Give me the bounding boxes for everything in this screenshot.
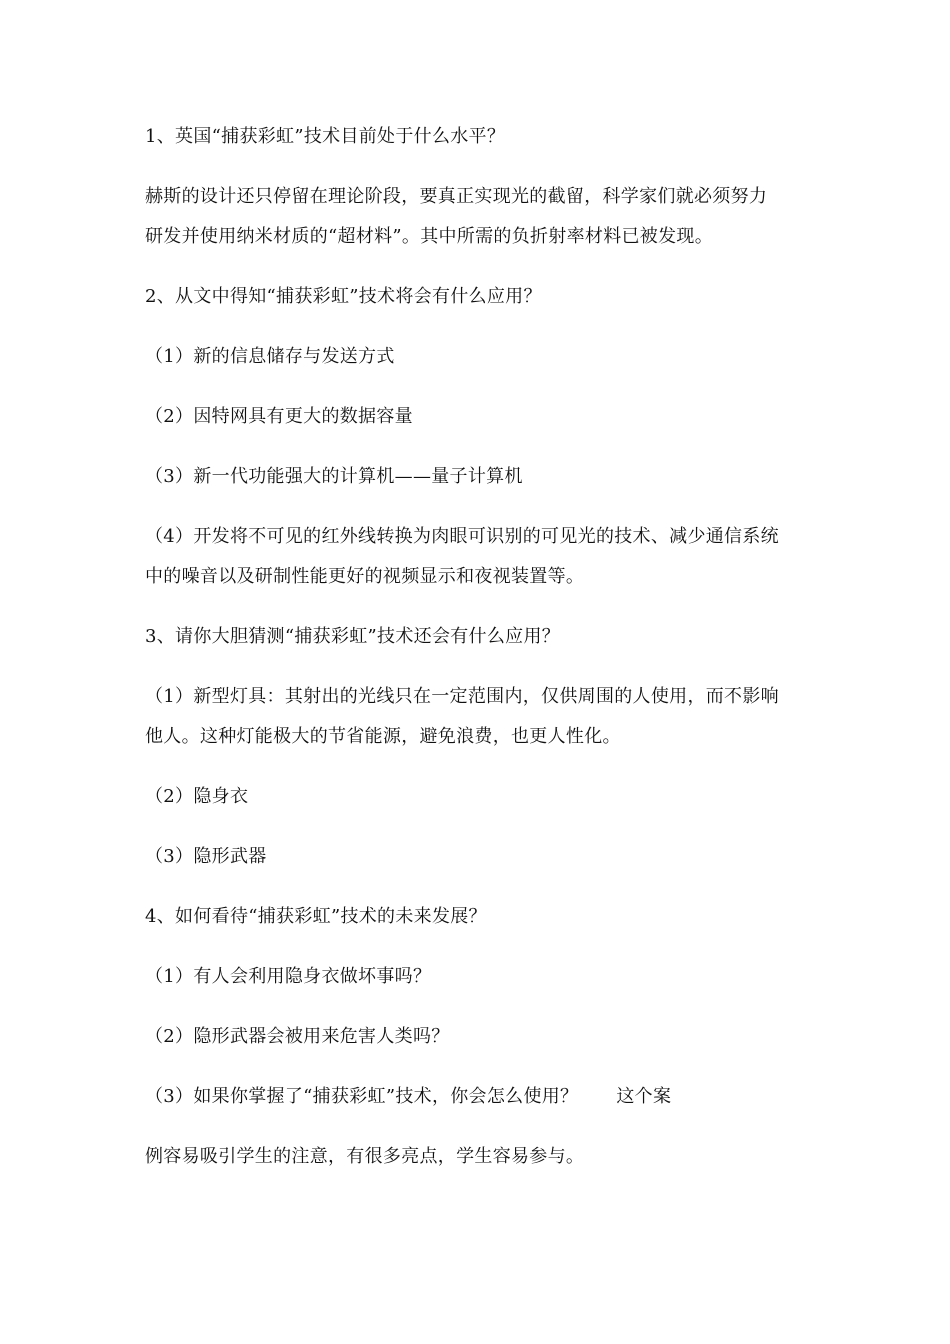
answer-4-item-3: （3）如果你掌握了“捕获彩虹”技术，你会怎么使用？ bbox=[145, 1086, 579, 1107]
answer-3-item-2: （2）隐身衣 bbox=[145, 786, 249, 807]
comment-end: 例容易吸引学生的注意，有很多亮点，学生容易参与。 bbox=[145, 1146, 585, 1167]
answer-2-item-4-line-2: 中的噪音以及研制性能更好的视频显示和夜视装置等。 bbox=[145, 566, 585, 587]
question-4: 4、如何看待“捕获彩虹”技术的未来发展？ bbox=[145, 906, 487, 927]
answer-2-item-4-line-1: （4）开发将不可见的红外线转换为肉眼可识别的可见光的技术、减少通信系统 bbox=[145, 526, 779, 547]
answer-4-item-1: （1）有人会利用隐身衣做坏事吗？ bbox=[145, 966, 432, 987]
comment-start: 这个案 bbox=[616, 1086, 672, 1107]
question-3: 3、请你大胆猜测“捕获彩虹”技术还会有什么应用？ bbox=[145, 626, 561, 647]
answer-2-item-2: （2）因特网具有更大的数据容量 bbox=[145, 406, 413, 427]
question-2: 2、从文中得知“捕获彩虹”技术将会有什么应用？ bbox=[145, 286, 542, 307]
answer-3-item-3: （3）隐形武器 bbox=[145, 846, 267, 867]
answer-2-item-1: （1）新的信息储存与发送方式 bbox=[145, 346, 395, 367]
answer-1-line-1: 赫斯的设计还只停留在理论阶段，要真正实现光的截留，科学家们就必须努力 bbox=[145, 186, 768, 207]
answer-3-item-1-line-2: 他人。这种灯能极大的节省能源，避免浪费，也更人性化。 bbox=[145, 726, 621, 747]
answer-1-line-2: 研发并使用纳米材质的“超材料”。其中所需的负折射率材料已被发现。 bbox=[145, 226, 714, 247]
answer-4-item-2: （2）隐形武器会被用来危害人类吗？ bbox=[145, 1026, 450, 1047]
answer-3-item-1-line-1: （1）新型灯具：其射出的光线只在一定范围内，仅供周围的人使用，而不影响 bbox=[145, 686, 779, 707]
question-1: 1、英国“捕获彩虹”技术目前处于什么水平？ bbox=[145, 126, 506, 147]
answer-2-item-3: （3）新一代功能强大的计算机——量子计算机 bbox=[145, 466, 523, 487]
answer-4-item-3-row bbox=[145, 1084, 825, 1110]
